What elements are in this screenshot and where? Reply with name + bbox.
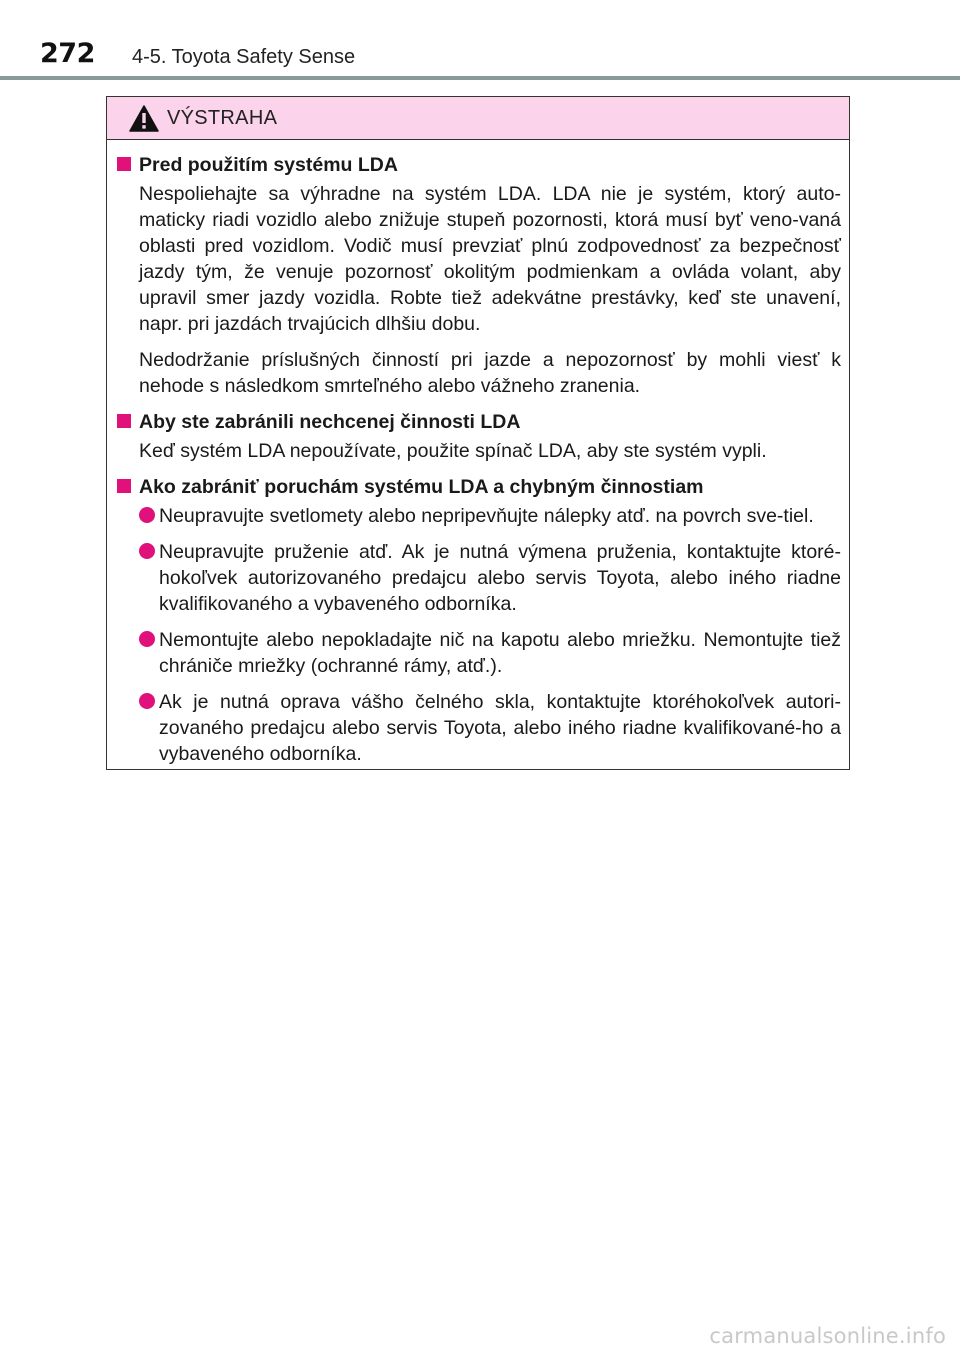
warning-box <box>106 96 850 770</box>
watermark: carmanualsonline.info <box>709 1324 946 1348</box>
square-bullet-icon <box>117 414 131 428</box>
section-heading-prevent-malfunction: Ako zabrániť poruchám systému LDA a chybným činnostiam <box>115 474 841 500</box>
header-rule <box>0 76 960 80</box>
paragraph: Nespoliehajte sa výhradne na systém LDA. LDA nie je systém, ktorý auto-maticky riadi vozidlo alebo znižuje stupeň pozornosti, ktorá musí byť veno-vaná oblasti pred vozidlom. Vodič musí prevziať plnú zodpovednosť za bezpečnosť jazdy tým, že venuje pozornosť okolitým podmienkam a ovláda volant, aby upravil smer jazdy vozidla. Robte tiež adekvátne prestávky, keď ste unavení, napr. pri jazdách trvajúcich dlhšiu dobu. <box>139 183 841 335</box>
list-item: Nemontujte alebo nepokladajte nič na kapotu alebo mriežku. Nemontujte tiež chrániče mriežky (ochranné rámy, atď.). <box>115 627 841 679</box>
circle-bullet-icon <box>139 507 155 523</box>
section-title: 4-5. Toyota Safety Sense <box>132 46 356 68</box>
list-item: Ak je nutná oprava vášho čelného skla, kontaktujte ktoréhokoľvek autori-zovaného predajcu alebo servis Toyota, alebo iného riadne kvalifikované-ho a vybaveného odborníka. <box>115 689 841 767</box>
circle-bullet-icon <box>139 631 155 647</box>
list-item: Neupravujte pruženie atď. Ak je nutná výmena pruženia, kontaktujte ktoré-hokoľvek autorizovaného predajcu alebo servis Toyota, alebo iného riadne kvalifikovaného a vybaveného odborníka. <box>115 539 841 617</box>
warning-header <box>107 97 849 140</box>
warning-body <box>107 140 849 767</box>
circle-bullet-icon <box>139 543 155 559</box>
section-heading-before-use: Pred použitím systému LDA <box>115 152 841 178</box>
page-number: 272 <box>40 38 95 69</box>
square-bullet-icon <box>117 479 131 493</box>
circle-bullet-icon <box>139 693 155 709</box>
warning-label: VÝSTRAHA <box>167 107 278 129</box>
paragraph: Nedodržanie príslušných činností pri jazde a nepozornosť by mohli viesť k nehode s následkom smrteľného alebo vážneho zranenia. <box>139 349 841 397</box>
page-header <box>0 0 960 80</box>
warning-triangle-icon <box>129 105 159 132</box>
list-item: Neupravujte svetlomety alebo nepripevňujte nálepky atď. na povrch sve-tiel. <box>115 503 841 529</box>
section-heading-prevent-operation: Aby ste zabránili nechcenej činnosti LDA <box>115 409 841 435</box>
square-bullet-icon <box>117 157 131 171</box>
paragraph: Keď systém LDA nepoužívate, použite spínač LDA, aby ste systém vypli. <box>139 440 767 462</box>
